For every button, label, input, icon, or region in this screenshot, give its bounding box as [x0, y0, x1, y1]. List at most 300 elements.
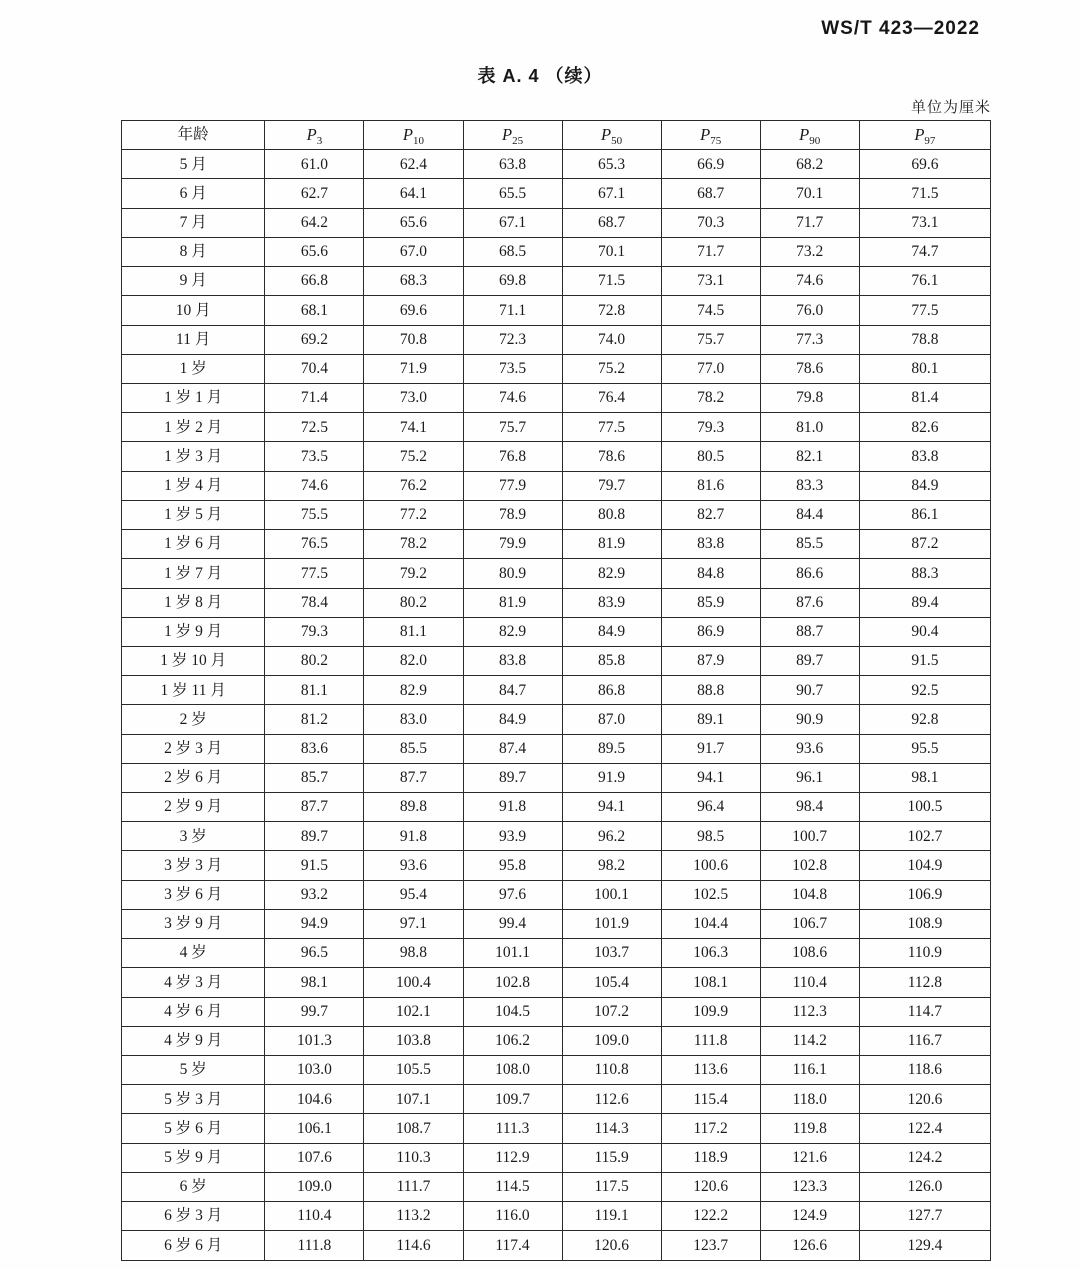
- value-cell: 91.8: [463, 793, 562, 822]
- table-row: [122, 500, 991, 529]
- value-cell: 81.0: [760, 413, 859, 442]
- table-row: [122, 1085, 991, 1114]
- value-cell: 74.6: [265, 471, 364, 500]
- table-row: [122, 1026, 991, 1055]
- value-cell: 91.9: [562, 763, 661, 792]
- value-cell: 76.8: [463, 442, 562, 471]
- age-cell: 5 岁 3 月: [122, 1085, 265, 1114]
- value-cell: 64.1: [364, 179, 463, 208]
- age-cell: 4 岁: [122, 939, 265, 968]
- percentile-column-header: [562, 121, 661, 150]
- value-cell: 84.9: [562, 617, 661, 646]
- value-cell: 74.5: [661, 296, 760, 325]
- value-cell: 117.5: [562, 1172, 661, 1201]
- age-cell: 4 岁 3 月: [122, 968, 265, 997]
- age-cell: 6 岁 3 月: [122, 1202, 265, 1231]
- value-cell: 84.4: [760, 500, 859, 529]
- value-cell: 73.1: [859, 208, 990, 237]
- table-row: [122, 676, 991, 705]
- value-cell: 78.2: [661, 383, 760, 412]
- value-cell: 114.5: [463, 1172, 562, 1201]
- table-row: [122, 1143, 991, 1172]
- value-cell: 112.8: [859, 968, 990, 997]
- value-cell: 103.7: [562, 939, 661, 968]
- percentile-subscript: 97: [924, 134, 936, 147]
- value-cell: 74.6: [463, 383, 562, 412]
- value-cell: 87.0: [562, 705, 661, 734]
- value-cell: 120.6: [562, 1231, 661, 1260]
- value-cell: 64.2: [265, 208, 364, 237]
- table-row: [122, 1056, 991, 1085]
- value-cell: 69.2: [265, 325, 364, 354]
- table-row: [122, 413, 991, 442]
- table-row: [122, 267, 991, 296]
- percentile-symbol: P: [601, 124, 612, 144]
- value-cell: 72.5: [265, 413, 364, 442]
- value-cell: 65.5: [463, 179, 562, 208]
- table-row: [122, 1231, 991, 1260]
- value-cell: 103.8: [364, 1026, 463, 1055]
- value-cell: 80.2: [364, 588, 463, 617]
- value-cell: 90.9: [760, 705, 859, 734]
- value-cell: 68.7: [661, 179, 760, 208]
- table-row: [122, 880, 991, 909]
- value-cell: 93.6: [364, 851, 463, 880]
- value-cell: 87.7: [265, 793, 364, 822]
- value-cell: 96.5: [265, 939, 364, 968]
- value-cell: 87.6: [760, 588, 859, 617]
- value-cell: 122.2: [661, 1202, 760, 1231]
- value-cell: 86.8: [562, 676, 661, 705]
- value-cell: 65.6: [265, 237, 364, 266]
- value-cell: 99.4: [463, 909, 562, 938]
- value-cell: 69.6: [859, 150, 990, 179]
- table-row: [122, 1202, 991, 1231]
- age-cell: 1 岁 1 月: [122, 383, 265, 412]
- age-cell: 9 月: [122, 267, 265, 296]
- value-cell: 82.0: [364, 646, 463, 675]
- table-row: [122, 646, 991, 675]
- value-cell: 77.2: [364, 500, 463, 529]
- age-cell: 1 岁 6 月: [122, 530, 265, 559]
- value-cell: 70.8: [364, 325, 463, 354]
- value-cell: 111.3: [463, 1114, 562, 1143]
- value-cell: 80.8: [562, 500, 661, 529]
- value-cell: 85.8: [562, 646, 661, 675]
- value-cell: 85.9: [661, 588, 760, 617]
- value-cell: 124.2: [859, 1143, 990, 1172]
- value-cell: 93.9: [463, 822, 562, 851]
- value-cell: 83.8: [463, 646, 562, 675]
- value-cell: 117.2: [661, 1114, 760, 1143]
- age-cell: 4 岁 6 月: [122, 997, 265, 1026]
- table-row: [122, 851, 991, 880]
- value-cell: 71.9: [364, 354, 463, 383]
- value-cell: 81.9: [562, 530, 661, 559]
- value-cell: 82.9: [463, 617, 562, 646]
- header-row: [122, 121, 991, 150]
- value-cell: 82.7: [661, 500, 760, 529]
- table-row: [122, 559, 991, 588]
- value-cell: 109.7: [463, 1085, 562, 1114]
- value-cell: 108.7: [364, 1114, 463, 1143]
- value-cell: 107.1: [364, 1085, 463, 1114]
- value-cell: 76.4: [562, 383, 661, 412]
- value-cell: 108.6: [760, 939, 859, 968]
- value-cell: 89.4: [859, 588, 990, 617]
- value-cell: 96.2: [562, 822, 661, 851]
- value-cell: 81.1: [364, 617, 463, 646]
- value-cell: 113.6: [661, 1056, 760, 1085]
- value-cell: 113.2: [364, 1202, 463, 1231]
- age-cell: 3 岁: [122, 822, 265, 851]
- value-cell: 75.2: [562, 354, 661, 383]
- age-cell: 6 月: [122, 179, 265, 208]
- value-cell: 66.9: [661, 150, 760, 179]
- value-cell: 71.7: [760, 208, 859, 237]
- percentile-table: [121, 120, 991, 1261]
- value-cell: 100.1: [562, 880, 661, 909]
- value-cell: 79.2: [364, 559, 463, 588]
- value-cell: 118.0: [760, 1085, 859, 1114]
- age-cell: 6 岁: [122, 1172, 265, 1201]
- value-cell: 129.4: [859, 1231, 990, 1260]
- value-cell: 75.7: [661, 325, 760, 354]
- age-cell: 11 月: [122, 325, 265, 354]
- value-cell: 83.8: [859, 442, 990, 471]
- value-cell: 109.0: [265, 1172, 364, 1201]
- age-cell: 2 岁: [122, 705, 265, 734]
- value-cell: 73.0: [364, 383, 463, 412]
- value-cell: 73.5: [265, 442, 364, 471]
- value-cell: 115.9: [562, 1143, 661, 1172]
- value-cell: 79.9: [463, 530, 562, 559]
- value-cell: 114.7: [859, 997, 990, 1026]
- value-cell: 114.3: [562, 1114, 661, 1143]
- value-cell: 88.3: [859, 559, 990, 588]
- percentile-subscript: 90: [809, 134, 821, 147]
- percentile-symbol: P: [799, 124, 810, 144]
- value-cell: 109.9: [661, 997, 760, 1026]
- age-cell: 5 月: [122, 150, 265, 179]
- value-cell: 77.5: [265, 559, 364, 588]
- value-cell: 118.9: [661, 1143, 760, 1172]
- percentile-subscript: 50: [611, 134, 623, 147]
- value-cell: 78.4: [265, 588, 364, 617]
- value-cell: 110.4: [760, 968, 859, 997]
- value-cell: 84.9: [859, 471, 990, 500]
- value-cell: 74.0: [562, 325, 661, 354]
- percentile-subscript: 10: [413, 134, 425, 147]
- age-cell: 3 岁 9 月: [122, 909, 265, 938]
- age-cell: 1 岁 2 月: [122, 413, 265, 442]
- value-cell: 98.8: [364, 939, 463, 968]
- table-row: [122, 793, 991, 822]
- age-cell: 7 月: [122, 208, 265, 237]
- percentile-column-header: [265, 121, 364, 150]
- value-cell: 86.6: [760, 559, 859, 588]
- value-cell: 103.0: [265, 1056, 364, 1085]
- value-cell: 98.5: [661, 822, 760, 851]
- value-cell: 77.3: [760, 325, 859, 354]
- value-cell: 70.1: [760, 179, 859, 208]
- value-cell: 93.2: [265, 880, 364, 909]
- value-cell: 120.6: [661, 1172, 760, 1201]
- value-cell: 105.5: [364, 1056, 463, 1085]
- table-row: [122, 939, 991, 968]
- value-cell: 90.4: [859, 617, 990, 646]
- value-cell: 121.6: [760, 1143, 859, 1172]
- value-cell: 62.4: [364, 150, 463, 179]
- percentile-symbol: P: [914, 124, 925, 144]
- value-cell: 81.2: [265, 705, 364, 734]
- value-cell: 102.8: [760, 851, 859, 880]
- value-cell: 83.0: [364, 705, 463, 734]
- value-cell: 96.4: [661, 793, 760, 822]
- value-cell: 105.4: [562, 968, 661, 997]
- value-cell: 89.7: [463, 763, 562, 792]
- value-cell: 116.1: [760, 1056, 859, 1085]
- value-cell: 69.8: [463, 267, 562, 296]
- value-cell: 80.2: [265, 646, 364, 675]
- value-cell: 115.4: [661, 1085, 760, 1114]
- percentile-column-header: [364, 121, 463, 150]
- value-cell: 108.1: [661, 968, 760, 997]
- value-cell: 78.9: [463, 500, 562, 529]
- value-cell: 112.6: [562, 1085, 661, 1114]
- value-cell: 82.6: [859, 413, 990, 442]
- value-cell: 61.0: [265, 150, 364, 179]
- value-cell: 78.6: [562, 442, 661, 471]
- value-cell: 111.7: [364, 1172, 463, 1201]
- value-cell: 110.3: [364, 1143, 463, 1172]
- value-cell: 117.4: [463, 1231, 562, 1260]
- value-cell: 77.0: [661, 354, 760, 383]
- value-cell: 71.7: [661, 237, 760, 266]
- value-cell: 75.2: [364, 442, 463, 471]
- value-cell: 91.5: [859, 646, 990, 675]
- age-cell: 5 岁 9 月: [122, 1143, 265, 1172]
- value-cell: 112.9: [463, 1143, 562, 1172]
- percentile-subscript: 75: [710, 134, 722, 147]
- value-cell: 87.4: [463, 734, 562, 763]
- value-cell: 101.9: [562, 909, 661, 938]
- value-cell: 77.5: [859, 296, 990, 325]
- table-row: [122, 734, 991, 763]
- value-cell: 114.2: [760, 1026, 859, 1055]
- value-cell: 68.5: [463, 237, 562, 266]
- value-cell: 74.6: [760, 267, 859, 296]
- age-cell: 2 岁 3 月: [122, 734, 265, 763]
- table-header: [122, 121, 991, 150]
- value-cell: 95.8: [463, 851, 562, 880]
- value-cell: 68.3: [364, 267, 463, 296]
- table-row: [122, 997, 991, 1026]
- value-cell: 94.9: [265, 909, 364, 938]
- value-cell: 66.8: [265, 267, 364, 296]
- value-cell: 100.5: [859, 793, 990, 822]
- value-cell: 107.2: [562, 997, 661, 1026]
- value-cell: 81.1: [265, 676, 364, 705]
- percentile-symbol: P: [700, 124, 711, 144]
- value-cell: 122.4: [859, 1114, 990, 1143]
- age-cell: 4 岁 9 月: [122, 1026, 265, 1055]
- value-cell: 68.1: [265, 296, 364, 325]
- table-row: [122, 1172, 991, 1201]
- value-cell: 100.4: [364, 968, 463, 997]
- age-cell: 1 岁 5 月: [122, 500, 265, 529]
- value-cell: 85.5: [760, 530, 859, 559]
- value-cell: 110.4: [265, 1202, 364, 1231]
- value-cell: 100.6: [661, 851, 760, 880]
- percentile-symbol: P: [501, 124, 513, 144]
- value-cell: 89.7: [265, 822, 364, 851]
- value-cell: 80.9: [463, 559, 562, 588]
- value-cell: 84.8: [661, 559, 760, 588]
- value-cell: 90.7: [760, 676, 859, 705]
- value-cell: 85.5: [364, 734, 463, 763]
- value-cell: 106.3: [661, 939, 760, 968]
- table-row: [122, 325, 991, 354]
- table-row: [122, 237, 991, 266]
- table-row: [122, 588, 991, 617]
- age-cell: 1 岁 10 月: [122, 646, 265, 675]
- value-cell: 98.2: [562, 851, 661, 880]
- value-cell: 91.5: [265, 851, 364, 880]
- value-cell: 77.9: [463, 471, 562, 500]
- table-row: [122, 822, 991, 851]
- value-cell: 97.6: [463, 880, 562, 909]
- value-cell: 98.4: [760, 793, 859, 822]
- table-row: [122, 179, 991, 208]
- age-cell: 1 岁 4 月: [122, 471, 265, 500]
- table-row: [122, 705, 991, 734]
- table-title: 表 A. 4 （续）: [477, 66, 603, 86]
- value-cell: 65.3: [562, 150, 661, 179]
- age-cell: 6 岁 6 月: [122, 1231, 265, 1260]
- table-row: [122, 296, 991, 325]
- table-row: [122, 530, 991, 559]
- percentile-column-header: [463, 121, 562, 150]
- value-cell: 75.7: [463, 413, 562, 442]
- value-cell: 76.0: [760, 296, 859, 325]
- value-cell: 86.9: [661, 617, 760, 646]
- age-cell: 1 岁 8 月: [122, 588, 265, 617]
- value-cell: 92.5: [859, 676, 990, 705]
- value-cell: 70.4: [265, 354, 364, 383]
- value-cell: 68.2: [760, 150, 859, 179]
- value-cell: 95.4: [364, 880, 463, 909]
- value-cell: 95.5: [859, 734, 990, 763]
- value-cell: 86.1: [859, 500, 990, 529]
- percentile-column-header: [859, 121, 990, 150]
- value-cell: 92.8: [859, 705, 990, 734]
- value-cell: 107.6: [265, 1143, 364, 1172]
- value-cell: 69.6: [364, 296, 463, 325]
- value-cell: 101.3: [265, 1026, 364, 1055]
- value-cell: 87.2: [859, 530, 990, 559]
- value-cell: 79.3: [661, 413, 760, 442]
- value-cell: 73.2: [760, 237, 859, 266]
- value-cell: 79.7: [562, 471, 661, 500]
- table-row: [122, 208, 991, 237]
- value-cell: 108.0: [463, 1056, 562, 1085]
- table-row: [122, 442, 991, 471]
- percentile-symbol: P: [306, 124, 317, 144]
- age-cell: 5 岁: [122, 1056, 265, 1085]
- percentile-column-header: [661, 121, 760, 150]
- table-row: [122, 1114, 991, 1143]
- value-cell: 126.0: [859, 1172, 990, 1201]
- age-cell: 1 岁: [122, 354, 265, 383]
- value-cell: 87.7: [364, 763, 463, 792]
- value-cell: 71.4: [265, 383, 364, 412]
- value-cell: 123.3: [760, 1172, 859, 1201]
- value-cell: 72.8: [562, 296, 661, 325]
- age-cell: 2 岁 6 月: [122, 763, 265, 792]
- value-cell: 119.8: [760, 1114, 859, 1143]
- table-row: [122, 617, 991, 646]
- value-cell: 102.5: [661, 880, 760, 909]
- value-cell: 91.7: [661, 734, 760, 763]
- value-cell: 74.7: [859, 237, 990, 266]
- value-cell: 126.6: [760, 1231, 859, 1260]
- value-cell: 91.8: [364, 822, 463, 851]
- value-cell: 98.1: [859, 763, 990, 792]
- age-cell: 3 岁 3 月: [122, 851, 265, 880]
- value-cell: 88.8: [661, 676, 760, 705]
- value-cell: 78.2: [364, 530, 463, 559]
- value-cell: 116.7: [859, 1026, 990, 1055]
- value-cell: 110.9: [859, 939, 990, 968]
- value-cell: 101.1: [463, 939, 562, 968]
- document-number: WS/T 423—2022: [821, 18, 980, 39]
- value-cell: 87.9: [661, 646, 760, 675]
- value-cell: 110.8: [562, 1056, 661, 1085]
- value-cell: 71.1: [463, 296, 562, 325]
- value-cell: 104.9: [859, 851, 990, 880]
- value-cell: 82.9: [364, 676, 463, 705]
- value-cell: 96.1: [760, 763, 859, 792]
- value-cell: 67.0: [364, 237, 463, 266]
- table-row: [122, 150, 991, 179]
- value-cell: 102.8: [463, 968, 562, 997]
- value-cell: 127.7: [859, 1202, 990, 1231]
- value-cell: 94.1: [562, 793, 661, 822]
- table-row: [122, 383, 991, 412]
- value-cell: 104.6: [265, 1085, 364, 1114]
- value-cell: 78.6: [760, 354, 859, 383]
- value-cell: 70.3: [661, 208, 760, 237]
- value-cell: 84.9: [463, 705, 562, 734]
- value-cell: 114.6: [364, 1231, 463, 1260]
- value-cell: 62.7: [265, 179, 364, 208]
- value-cell: 83.6: [265, 734, 364, 763]
- age-cell: 2 岁 9 月: [122, 793, 265, 822]
- age-cell: 3 岁 6 月: [122, 880, 265, 909]
- value-cell: 82.9: [562, 559, 661, 588]
- age-cell: 10 月: [122, 296, 265, 325]
- table-row: [122, 909, 991, 938]
- age-cell: 1 岁 3 月: [122, 442, 265, 471]
- value-cell: 111.8: [661, 1026, 760, 1055]
- value-cell: 83.3: [760, 471, 859, 500]
- value-cell: 111.8: [265, 1231, 364, 1260]
- age-cell: 1 岁 9 月: [122, 617, 265, 646]
- table-row: [122, 968, 991, 997]
- table-row: [122, 471, 991, 500]
- value-cell: 104.8: [760, 880, 859, 909]
